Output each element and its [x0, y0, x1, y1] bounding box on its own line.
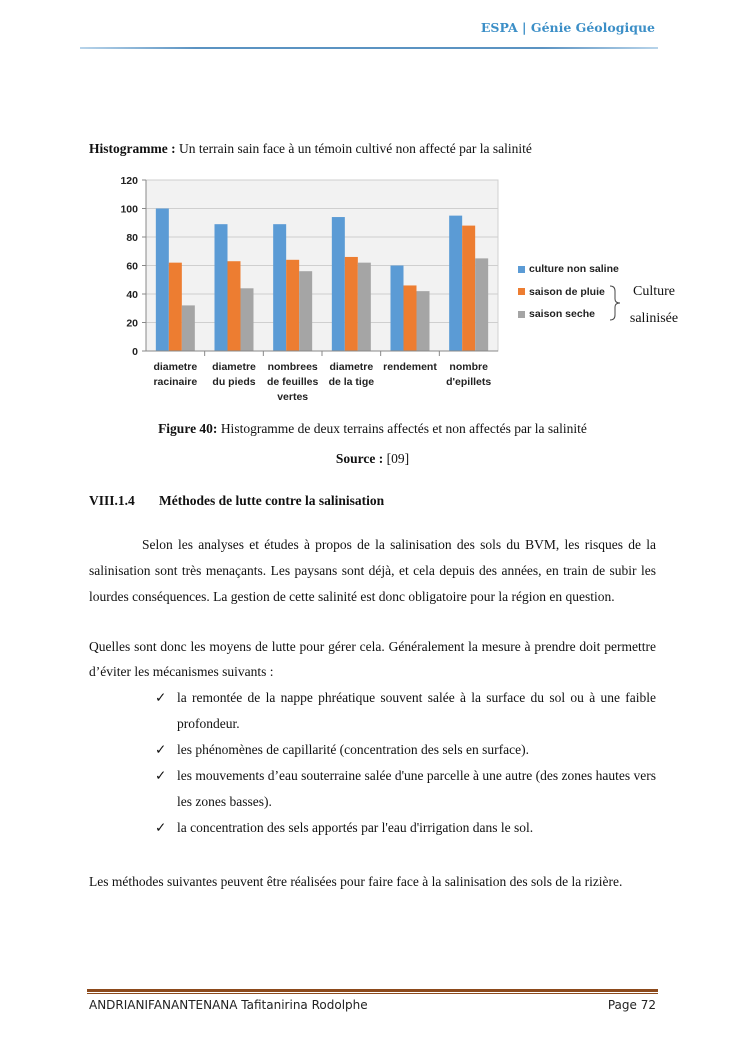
legend-brace	[609, 285, 623, 321]
legend-item	[518, 281, 619, 304]
chart-legend	[518, 258, 619, 326]
bar-culture-non-saline	[273, 224, 286, 351]
list-item	[155, 685, 656, 737]
x-tick-label: nombre	[449, 361, 488, 373]
y-tick-label: 80	[126, 232, 138, 244]
mechanism-list	[155, 685, 656, 841]
figure-caption	[0, 421, 745, 437]
x-tick-label: rendement	[383, 361, 437, 373]
x-tick-label: nombrees	[267, 361, 318, 373]
bar-saison-de-pluie	[345, 257, 358, 351]
x-tick-label: diametre	[212, 361, 256, 373]
section-title: Méthodes de lutte contre la salinisation	[159, 493, 385, 508]
page-number: Page 72	[607, 998, 656, 1012]
x-tick-label: de la tige	[328, 376, 375, 388]
legend-swatch	[518, 311, 525, 318]
y-tick-label: 40	[126, 289, 138, 301]
bar-culture-non-saline	[156, 209, 169, 352]
x-tick-label: diametre	[329, 361, 374, 373]
list-item-text: la concentration des sels apportés par l'eau d'irrigation dans le sol.	[177, 820, 534, 835]
bar-saison-de-pluie	[169, 263, 182, 351]
list-item	[155, 763, 656, 815]
legend-label: saison de pluie	[529, 285, 605, 298]
bar-saison-seche	[182, 305, 195, 351]
bar-saison-seche	[299, 271, 312, 351]
legend-swatch	[518, 266, 525, 273]
check-icon: ✓	[155, 768, 167, 783]
x-tick-label: diametre	[153, 361, 198, 373]
x-tick-label: de feuilles	[266, 376, 319, 388]
footer-author: ANDRIANIFANANTENANA Tafitanirina Rodolphe	[89, 998, 368, 1012]
y-tick-label: 100	[120, 203, 138, 216]
check-icon: ✓	[155, 690, 167, 705]
list-item	[155, 737, 656, 763]
legend-item	[518, 258, 619, 281]
histogram-caption	[89, 141, 532, 157]
x-tick-label: d'epillets	[446, 376, 492, 388]
legend-label: culture non saline	[529, 263, 619, 276]
bar-saison-de-pluie	[286, 260, 299, 351]
footer-rule	[87, 989, 658, 992]
bar-saison-de-pluie	[228, 261, 241, 351]
legend-label: saison seche	[529, 308, 595, 321]
list-item-text: la remontée de la nappe phréatique souvent salée à la surface du sol ou à une faible profondeur.	[177, 690, 656, 731]
legend-swatch	[518, 288, 525, 295]
brace-label-line1: Culture	[633, 284, 675, 299]
paragraph-3: Les méthodes suivantes peuvent être réalisées pour faire face à la salinisation des sols de la rizière.	[89, 874, 623, 889]
histogram-caption-text: Un terrain sain face à un témoin cultivé non affecté par la salinité	[178, 141, 532, 156]
list-item-text: les mouvements d’eau souterraine salée d'une parcelle à une autre (des zones hautes vers les zones basses).	[177, 768, 656, 809]
bar-saison-seche	[417, 291, 430, 351]
paragraph-2: Quelles sont donc les moyens de lutte pour gérer cela. Généralement la mesure à prendre doit permettre d’éviter les mécanismes suivants :	[89, 639, 656, 679]
list-item-text: les phénomènes de capillarité (concentration des sels en surface).	[177, 742, 529, 757]
figure-caption-label: Figure 40:	[158, 421, 218, 436]
footer-rule-thin	[87, 993, 658, 994]
figure-source	[0, 451, 745, 467]
y-tick-label: 60	[126, 260, 138, 273]
bar-saison-seche	[241, 288, 254, 351]
bar-culture-non-saline	[332, 217, 345, 351]
check-icon: ✓	[155, 742, 167, 757]
figure-caption-text: Histogramme de deux terrains affectés et non affectés par la salinité	[220, 421, 587, 436]
bar-saison-seche	[358, 263, 371, 351]
paragraph-1: Selon les analyses et études à propos de la salinisation des sols du BVM, les risques de la salinisation sont très menaçants. Les paysans sont déjà, et cela depuis des années, en train de subir les lourdes conséquences. La gestion de cette salinité est donc obligatoire pour la région en question.	[89, 537, 656, 604]
header-title: ESPA | Génie Géologique	[480, 20, 655, 35]
histogram-chart	[110, 170, 510, 405]
header-rule	[80, 47, 658, 49]
bar-culture-non-saline	[215, 224, 228, 351]
section-number: VIII.1.4	[89, 493, 135, 508]
legend-item	[518, 303, 619, 326]
histogram-caption-label: Histogramme :	[89, 141, 176, 156]
brace-label-line2: salinisée	[629, 311, 679, 326]
bar-saison-de-pluie	[462, 226, 475, 351]
x-tick-label: racinaire	[153, 376, 198, 388]
section-heading	[89, 493, 384, 509]
x-tick-label: du pieds	[212, 376, 256, 388]
y-tick-label: 120	[120, 175, 138, 187]
bar-culture-non-saline	[391, 266, 404, 352]
bar-saison-seche	[475, 258, 488, 351]
x-tick-label: vertes	[277, 391, 309, 403]
bar-culture-non-saline	[449, 216, 462, 351]
y-tick-label: 20	[126, 317, 138, 330]
source-label: Source :	[335, 451, 384, 466]
bar-saison-de-pluie	[404, 285, 417, 351]
y-tick-label: 0	[132, 346, 138, 358]
check-icon: ✓	[155, 820, 167, 835]
source-text: [09]	[386, 451, 410, 466]
list-item	[155, 815, 656, 841]
